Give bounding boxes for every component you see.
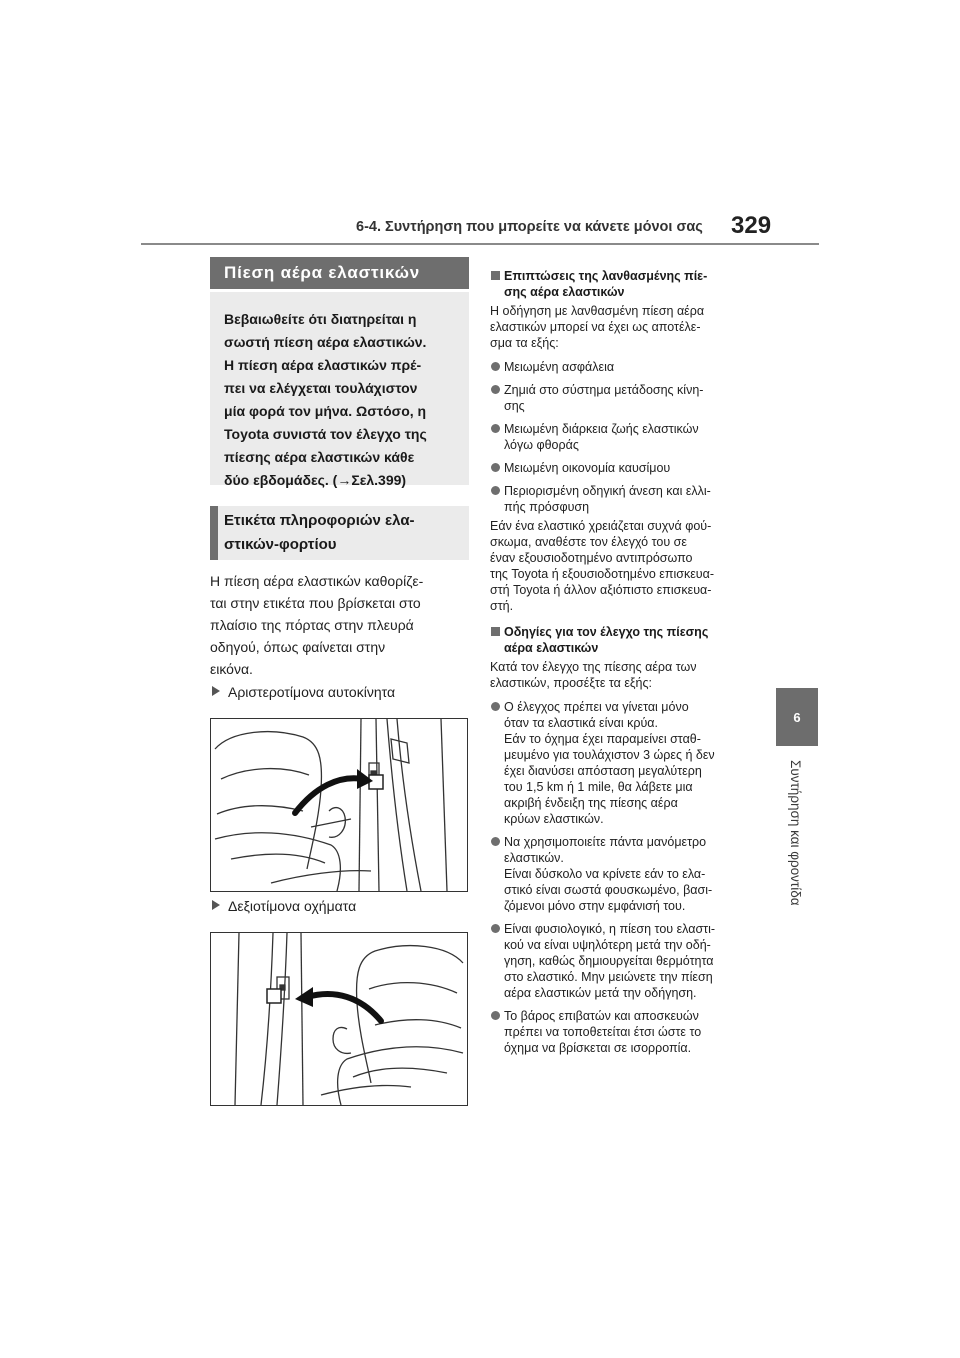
tire-label-marker (267, 989, 281, 1003)
section-header: 6-4. Συντήρηση που μπορείτε να κάνετε μόνοι σας (356, 219, 703, 235)
list-item: Μειωμένη διάρκεια ζωής ελαστικών λόγω φθοράς (490, 421, 762, 453)
header-rule (141, 243, 819, 245)
square-bullet-icon (491, 627, 500, 636)
rhd-illustration-svg (211, 933, 467, 1105)
rhd-caption-text: Δεξιοτίμονα οχήματα (228, 898, 357, 914)
arrow-head-icon (295, 987, 313, 1007)
lhd-caption (212, 684, 395, 700)
circle-bullet-icon (491, 924, 500, 933)
section-title-tire-pressure (210, 257, 469, 289)
chapter-number: 6 (793, 709, 801, 725)
list-item: Περιορισμένη οδηγική άνεση και ελλι- πής πρόσφυση (490, 483, 762, 515)
circle-bullet-icon (491, 463, 500, 472)
tire-label-marker (369, 775, 383, 789)
list-item: Το βάρος επιβατών και αποσκευών πρέπει να τοποθετείται έτσι ώστε το όχημα να βρίσκεται σε ισορροπία. (490, 1008, 762, 1056)
list-item: Ζημιά στο σύστημα μετάδοσης κίνη- σης (490, 382, 762, 414)
square-bullet-icon (491, 271, 500, 280)
label-location-paragraph: Η πίεση αέρα ελαστικών καθορίζε- ται στην ετικέτα που βρίσκεται στο πλαίσιο της πόρτας στην πλευρά οδηγού, όπως φαίνεται στην εικόνα. (210, 573, 424, 677)
chapter-tab (776, 688, 818, 746)
circle-bullet-icon (491, 837, 500, 846)
list-item: Είναι φυσιολογικό, η πίεση του ελαστι- κού να είναι υψηλότερη μετά την οδή- γηση, καθώς δημιουργείται θερμότητα στο ελαστικό. Μην μειώνετε την πίεση αέρα ελαστικών μετά την οδήγηση. (490, 921, 762, 1001)
inflation-advice: Εάν ένα ελαστικό χρειάζεται συχνά φού- σκωμα, αναθέστε τον έλεγχό του σε έναν εξουσιοδοτημένο αντιπρόσωπο της Toyota ή εξουσιοδοτημένο επισκευα- στή Toyota ή άλλον αξιόπιστο επισκευα- στή. (490, 519, 714, 613)
lhd-caption-text: Αριστεροτίμονα αυτοκίνητα (228, 684, 396, 700)
lhd-door-pillar-illustration (210, 718, 468, 892)
triangle-bullet-icon (212, 686, 220, 696)
list-item: Να χρησιμοποιείτε πάντα μανόμετρο ελαστικών. Είναι δύσκολο να κρίνετε εάν το ελα- στικό είναι σωστά φουσκωμένο, βασι- ζόμενοι μόνο στην εμφάνισή του. (490, 834, 762, 914)
circle-bullet-icon (491, 424, 500, 433)
rhd-door-pillar-illustration (210, 932, 468, 1106)
chapter-side-label: Συντήρηση και φροντίδα (788, 760, 803, 906)
circle-bullet-icon (491, 486, 500, 495)
circle-bullet-icon (491, 702, 500, 711)
subsection-title-label: Ετικέτα πληροφοριών ελα- στικών-φορτίου (224, 512, 415, 553)
page-number: 329 (731, 212, 772, 239)
heading-effects (490, 268, 762, 300)
info-box-text: Βεβαιωθείτε ότι διατηρείται η σωστή πίεση αέρα ελαστικών. Η πίεση αέρα ελαστικών πρέ- πει να ελέγχεται τουλάχιστον μία φορά τον μήνα. Ωστόσο, η Toyota συνιστά τον έλεγχο της πίεσης αέρα ελαστικών κάθε δύο εβδομάδες. (→Σελ.399) (224, 311, 427, 488)
triangle-bullet-icon (212, 900, 220, 910)
check-intro: Κατά τον έλεγχο της πίεσης αέρα των ελαστικών, προσέξτε τα εξής: (490, 660, 697, 690)
section-title-text: Πίεση αέρα ελαστικών (224, 263, 421, 282)
heading-check-instructions (490, 624, 762, 656)
circle-bullet-icon (491, 385, 500, 394)
right-column (490, 268, 762, 1063)
info-box (210, 292, 469, 488)
heading-effects-text: Επιπτώσεις της λανθασμένης πίε- σης αέρα ελαστικών (504, 269, 708, 299)
circle-bullet-icon (491, 1011, 500, 1020)
subsection-accent-bar (210, 506, 218, 560)
circle-bullet-icon (491, 362, 500, 371)
effects-intro: Η οδήγηση με λανθασμένη πίεση αέρα ελαστικών μπορεί να έχει ως αποτέλε- σμα τα εξής: (490, 304, 705, 350)
list-item: Μειωμένη οικονομία καυσίμου (490, 460, 762, 476)
chapter-side-label-wrap (788, 760, 808, 930)
rhd-caption (212, 898, 356, 914)
list-item: Μειωμένη ασφάλεια (490, 359, 762, 375)
lhd-illustration-svg (211, 719, 467, 891)
list-item: Ο έλεγχος πρέπει να γίνεται μόνο όταν τα ελαστικά είναι κρύα. Εάν το όχημα έχει παραμείνει σταθ- μευμένο για τουλάχιστον 3 ώρες ή δεν έχει διανύσει απόσταση μεγαλύτερη του 1,5 km ή 1 mile, θα λάβετε μια ακριβή ένδειξη της πίεσης αέρα κρύων ελαστικών. (490, 699, 762, 827)
heading-check-text: Οδηγίες για τον έλεγχο της πίεσης αέρα ελαστικών (504, 625, 709, 655)
